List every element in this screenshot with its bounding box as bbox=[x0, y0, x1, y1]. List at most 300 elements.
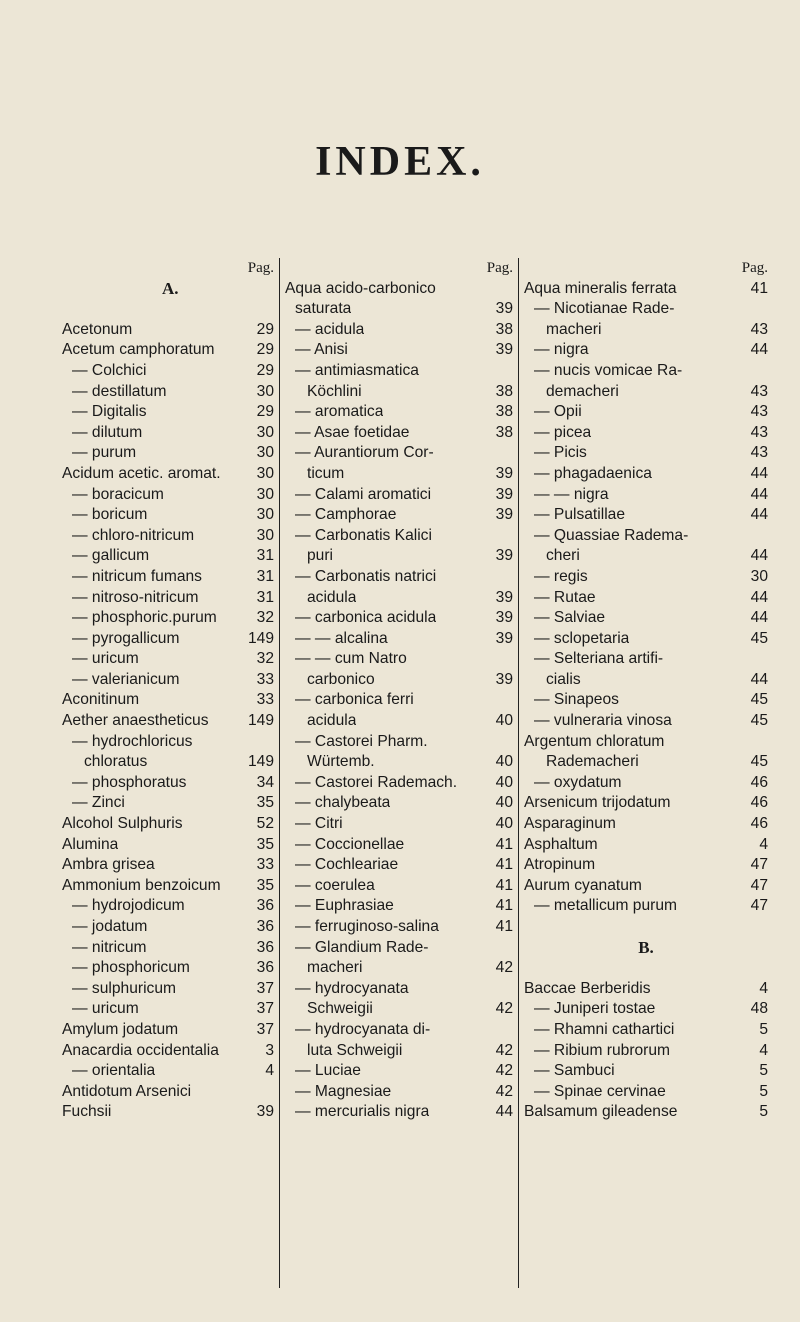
index-entry bbox=[285, 629, 513, 650]
entry-page-number: 30 bbox=[256, 526, 274, 544]
entry-page-number: 45 bbox=[750, 691, 768, 709]
index-entry bbox=[285, 855, 513, 876]
entry-page-number: 30 bbox=[750, 567, 768, 585]
entry-page-number: 40 bbox=[495, 712, 513, 730]
index-entry bbox=[62, 1020, 274, 1041]
entry-term: Fuchsii bbox=[62, 1103, 112, 1121]
entry-term: saturata bbox=[295, 300, 352, 318]
entry-page-number: 31 bbox=[256, 588, 274, 606]
entry-page-number: 40 bbox=[495, 794, 513, 812]
index-entry bbox=[62, 485, 274, 506]
entry-term: — pyrogallicum bbox=[72, 629, 180, 647]
entry-term: Aconitinum bbox=[62, 691, 140, 709]
entry-term: — Cochleariae bbox=[295, 856, 399, 874]
page-column-header: Pag. bbox=[486, 260, 513, 276]
entry-page-number: 39 bbox=[256, 1103, 274, 1121]
entry-term: — hydrojodicum bbox=[72, 897, 185, 915]
entry-page-number: 30 bbox=[256, 382, 274, 400]
index-entry bbox=[524, 979, 768, 1000]
entry-term: — Spinae cervinae bbox=[534, 1082, 666, 1100]
entry-page-number: 47 bbox=[750, 856, 768, 874]
entry-term: — regis bbox=[534, 567, 588, 585]
entry-page-number: 44 bbox=[750, 609, 768, 627]
entry-page-number: 46 bbox=[750, 815, 768, 833]
entry-term: — Rhamni cathartici bbox=[534, 1020, 675, 1038]
entry-term: Argentum chloratum bbox=[524, 732, 665, 750]
entry-page-number: 149 bbox=[247, 712, 274, 730]
entry-page-number: 40 bbox=[495, 753, 513, 771]
index-column-2 bbox=[285, 258, 513, 1123]
entry-page-number: 4 bbox=[759, 979, 768, 997]
index-entry bbox=[285, 382, 513, 403]
entry-page-number: 35 bbox=[256, 794, 274, 812]
index-entry bbox=[62, 402, 274, 423]
entry-page-number bbox=[507, 732, 513, 753]
entry-page-number bbox=[507, 938, 513, 959]
entry-term: — boricum bbox=[72, 506, 148, 524]
entry-term: — sclopetaria bbox=[534, 629, 630, 647]
entry-term: — Euphrasiae bbox=[295, 897, 394, 915]
entry-page-number: 41 bbox=[495, 876, 513, 894]
entry-page-number: 42 bbox=[495, 1000, 513, 1018]
index-entry bbox=[285, 505, 513, 526]
entry-term: acidula bbox=[307, 712, 357, 730]
entry-term: Acetum camphoratum bbox=[62, 341, 215, 359]
index-entry bbox=[285, 1082, 513, 1103]
index-entry bbox=[285, 690, 513, 711]
index-entry bbox=[524, 835, 768, 856]
entry-page-number: 5 bbox=[759, 1020, 768, 1038]
entry-page-number bbox=[507, 526, 513, 547]
entry-term: — Salviae bbox=[534, 609, 606, 627]
entry-page-number: 44 bbox=[750, 485, 768, 503]
entry-term: Alumina bbox=[62, 835, 119, 853]
entry-page-number: 33 bbox=[256, 856, 274, 874]
index-entry bbox=[285, 1102, 513, 1123]
entry-page-number: 36 bbox=[256, 897, 274, 915]
entry-term: — Luciae bbox=[295, 1062, 361, 1080]
entry-term: Amylum jodatum bbox=[62, 1020, 179, 1038]
entry-page-number bbox=[507, 979, 513, 1000]
index-entry bbox=[524, 690, 768, 711]
entry-term: — coerulea bbox=[295, 876, 375, 894]
entry-term: — nucis vomicae Ra- bbox=[534, 361, 683, 379]
index-entry bbox=[285, 793, 513, 814]
index-entry bbox=[524, 526, 768, 547]
entry-term: — Carbonatis Kalici bbox=[295, 526, 432, 544]
entry-page-number: 29 bbox=[256, 361, 274, 379]
entry-page-number: 5 bbox=[759, 1062, 768, 1080]
index-entry bbox=[62, 567, 274, 588]
index-entry bbox=[285, 443, 513, 464]
index-entry bbox=[524, 320, 768, 341]
entry-page-number: 36 bbox=[256, 918, 274, 935]
index-entry bbox=[524, 567, 768, 588]
entry-term: — sulphuricum bbox=[72, 979, 176, 997]
index-entry bbox=[285, 608, 513, 629]
index-entry bbox=[524, 896, 768, 917]
index-entry bbox=[285, 917, 513, 938]
index-entry bbox=[524, 732, 768, 753]
index-entry bbox=[62, 1061, 274, 1082]
entry-page-number: 44 bbox=[495, 1103, 513, 1121]
entry-page-number: 43 bbox=[750, 320, 768, 338]
entry-term: — Asae foetidae bbox=[295, 423, 410, 441]
index-entry bbox=[285, 999, 513, 1020]
entry-page-number: 30 bbox=[256, 444, 274, 462]
index-entry bbox=[524, 855, 768, 876]
index-entry bbox=[285, 340, 513, 361]
entry-term: — Anisi bbox=[295, 341, 348, 359]
index-entry bbox=[62, 340, 274, 361]
entry-page-number: 38 bbox=[495, 403, 513, 421]
entry-page-number: 44 bbox=[750, 464, 768, 482]
index-entry bbox=[285, 938, 513, 959]
entry-term: — boracicum bbox=[72, 485, 164, 503]
entry-page-number: 149 bbox=[247, 753, 274, 771]
entry-term: — nitricum fumans bbox=[72, 567, 202, 585]
index-entry bbox=[62, 938, 274, 959]
entry-term: — Zinci bbox=[72, 794, 125, 812]
index-entry bbox=[285, 876, 513, 897]
entry-page-number: 39 bbox=[495, 341, 513, 359]
index-entry bbox=[285, 402, 513, 423]
entry-page-number: 38 bbox=[495, 382, 513, 400]
entry-page-number bbox=[507, 1020, 513, 1041]
entry-page-number: 44 bbox=[750, 670, 768, 688]
index-entry bbox=[62, 876, 274, 897]
index-entry bbox=[524, 382, 768, 403]
index-entry bbox=[285, 361, 513, 382]
index-entry bbox=[62, 855, 274, 876]
entry-page-number: 42 bbox=[495, 959, 513, 977]
entry-page-number: 5 bbox=[759, 1082, 768, 1100]
entry-page-number: 42 bbox=[495, 1062, 513, 1080]
entry-term: ticum bbox=[307, 464, 345, 482]
entry-term: Aqua mineralis ferrata bbox=[524, 279, 677, 297]
index-entry bbox=[285, 279, 513, 300]
entry-term: — phagadaenica bbox=[534, 464, 652, 482]
entry-term: — uricum bbox=[72, 650, 139, 668]
entry-page-number: 42 bbox=[495, 1041, 513, 1059]
entry-page-number bbox=[762, 361, 768, 382]
entry-page-number: 37 bbox=[256, 1020, 274, 1038]
index-entry bbox=[62, 649, 274, 670]
entry-term: Köchlini bbox=[307, 382, 362, 400]
entry-page-number: 41 bbox=[750, 279, 768, 297]
entry-term: carbonico bbox=[307, 670, 375, 688]
entry-term: — Selteriana artifi- bbox=[534, 650, 664, 668]
index-entry bbox=[524, 608, 768, 629]
entry-term: luta Schweigii bbox=[307, 1041, 403, 1059]
entry-term: — picea bbox=[534, 423, 592, 441]
index-entry bbox=[62, 361, 274, 382]
entry-page-number bbox=[507, 443, 513, 464]
index-entry bbox=[524, 670, 768, 691]
entry-term: — ferruginoso-salina bbox=[295, 918, 439, 935]
entry-term: — — cum Natro bbox=[295, 650, 407, 668]
index-entry bbox=[524, 443, 768, 464]
index-entry bbox=[62, 608, 274, 629]
entry-page-number: 32 bbox=[256, 609, 274, 627]
entry-term: — Carbonatis natrici bbox=[295, 567, 437, 585]
entry-page-number bbox=[762, 526, 768, 547]
entry-term: — Castorei Rademach. bbox=[295, 773, 458, 791]
index-entry bbox=[285, 588, 513, 609]
entry-page-number bbox=[762, 649, 768, 670]
entry-page-number: 33 bbox=[256, 691, 274, 709]
entry-page-number bbox=[762, 732, 768, 753]
entry-term: Acetonum bbox=[62, 320, 133, 338]
entry-term: — Colchici bbox=[72, 361, 147, 379]
entry-term: Balsamum gileadense bbox=[524, 1103, 678, 1121]
entry-term: — Aurantiorum Cor- bbox=[295, 444, 434, 462]
spacer bbox=[524, 958, 768, 979]
column-rule-1 bbox=[279, 258, 280, 1288]
index-entry bbox=[62, 464, 274, 485]
index-entry bbox=[62, 958, 274, 979]
entry-page-number: 42 bbox=[495, 1082, 513, 1100]
entry-term: demacheri bbox=[546, 382, 619, 400]
entry-page-number bbox=[507, 361, 513, 382]
entry-page-number: 4 bbox=[265, 1062, 274, 1080]
entry-term: — Picis bbox=[534, 444, 587, 462]
index-entry bbox=[62, 979, 274, 1000]
entry-term: — nitricum bbox=[72, 938, 147, 956]
entry-page-number bbox=[507, 567, 513, 588]
index-entry bbox=[285, 567, 513, 588]
index-entry bbox=[62, 526, 274, 547]
entry-page-number: 39 bbox=[495, 485, 513, 503]
spacer bbox=[62, 299, 274, 320]
entry-term: Aurum cyanatum bbox=[524, 876, 642, 894]
entry-term: Aether anaestheticus bbox=[62, 712, 209, 730]
index-entry bbox=[62, 773, 274, 794]
entry-term: chloratus bbox=[84, 753, 148, 771]
entry-term: — purum bbox=[72, 444, 137, 462]
entry-page-number: 45 bbox=[750, 753, 768, 771]
index-entry bbox=[524, 649, 768, 670]
section-letter: B. bbox=[638, 937, 654, 957]
entry-page-number: 33 bbox=[256, 670, 274, 688]
index-entry bbox=[62, 896, 274, 917]
entry-term: — uricum bbox=[72, 1000, 139, 1018]
entry-page-number: 43 bbox=[750, 382, 768, 400]
entry-term: — Opii bbox=[534, 403, 582, 421]
entry-page-number: 37 bbox=[256, 979, 274, 997]
entry-term: — mercurialis nigra bbox=[295, 1103, 430, 1121]
index-entry bbox=[285, 1061, 513, 1082]
page-column-header: Pag. bbox=[741, 260, 768, 276]
index-entry bbox=[524, 711, 768, 732]
entry-term: — Calami aromatici bbox=[295, 485, 432, 503]
entry-page-number: 39 bbox=[495, 670, 513, 688]
index-entry bbox=[62, 690, 274, 711]
index-entry bbox=[62, 793, 274, 814]
entry-page-number: 30 bbox=[256, 485, 274, 503]
entry-page-number: 40 bbox=[495, 815, 513, 833]
entry-term: — Coccionellae bbox=[295, 835, 405, 853]
entry-term: — chloro-nitricum bbox=[72, 526, 195, 544]
page-title: INDEX. bbox=[315, 139, 485, 185]
index-entry bbox=[62, 752, 274, 773]
entry-page-number: 29 bbox=[256, 341, 274, 359]
index-entry bbox=[524, 629, 768, 650]
index-entry bbox=[524, 340, 768, 361]
index-entry bbox=[285, 299, 513, 320]
index-entry bbox=[524, 299, 768, 320]
index-entry bbox=[62, 382, 274, 403]
index-entry bbox=[524, 279, 768, 300]
index-entry bbox=[524, 485, 768, 506]
entry-term: — jodatum bbox=[72, 918, 148, 935]
entry-term: — acidula bbox=[295, 320, 365, 338]
index-entry bbox=[524, 1102, 768, 1123]
entry-page-number: 47 bbox=[750, 876, 768, 894]
entry-term: — carbonica ferri bbox=[295, 691, 414, 709]
index-entry bbox=[285, 896, 513, 917]
index-entry bbox=[62, 711, 274, 732]
entry-term: — hydrochloricus bbox=[72, 732, 193, 750]
index-entry bbox=[62, 1082, 274, 1103]
entry-page-number: 48 bbox=[750, 1000, 768, 1018]
index-entry bbox=[62, 546, 274, 567]
entry-page-number: 45 bbox=[750, 712, 768, 730]
index-entry bbox=[62, 588, 274, 609]
entry-page-number: 39 bbox=[495, 300, 513, 318]
entry-page-number: 39 bbox=[495, 588, 513, 606]
entry-term: Baccae Berberidis bbox=[524, 979, 651, 997]
entry-page-number: 35 bbox=[256, 835, 274, 853]
entry-page-number: 3 bbox=[265, 1041, 274, 1059]
entry-page-number: 29 bbox=[256, 320, 274, 338]
index-column-1 bbox=[62, 258, 274, 1123]
entry-term: Acidum acetic. aromat. bbox=[62, 464, 221, 482]
entry-term: — gallicum bbox=[72, 547, 150, 565]
entry-term: — Rutae bbox=[534, 588, 596, 606]
entry-term: — phosphoratus bbox=[72, 773, 187, 791]
entry-term: puri bbox=[307, 547, 334, 565]
index-entry bbox=[62, 629, 274, 650]
entry-term: macheri bbox=[307, 959, 363, 977]
index-entry bbox=[285, 711, 513, 732]
entry-page-number: 43 bbox=[750, 444, 768, 462]
entry-term: cheri bbox=[546, 547, 580, 565]
entry-page-number bbox=[268, 732, 274, 753]
entry-term: — Quassiae Radema- bbox=[534, 526, 689, 544]
entry-term: — hydrocyanata bbox=[295, 979, 409, 997]
entry-page-number: 35 bbox=[256, 876, 274, 894]
entry-term: — nitroso-nitricum bbox=[72, 588, 199, 606]
entry-term: — Pulsatillae bbox=[534, 506, 626, 524]
entry-term: cialis bbox=[546, 670, 581, 688]
index-entry bbox=[285, 773, 513, 794]
entry-term: — Magnesiae bbox=[295, 1082, 392, 1100]
entry-page-number: 31 bbox=[256, 547, 274, 565]
entry-page-number: 149 bbox=[247, 629, 274, 647]
entry-term: — hydrocyanata di- bbox=[295, 1020, 431, 1038]
index-entry bbox=[524, 793, 768, 814]
entry-page-number: 5 bbox=[759, 1103, 768, 1121]
index-entry bbox=[524, 361, 768, 382]
index-entry bbox=[524, 1061, 768, 1082]
entry-term: — Ribium rubrorum bbox=[534, 1041, 671, 1059]
entry-page-number: 4 bbox=[759, 1041, 768, 1059]
entry-term: Atropinum bbox=[524, 856, 596, 874]
entry-term: — Nicotianae Rade- bbox=[534, 300, 675, 318]
index-entry bbox=[285, 670, 513, 691]
entry-term: — chalybeata bbox=[295, 794, 391, 812]
index-entry bbox=[285, 835, 513, 856]
column-rule-2 bbox=[518, 258, 519, 1288]
entry-page-number: 37 bbox=[256, 1000, 274, 1018]
index-entry bbox=[285, 649, 513, 670]
index-entry bbox=[62, 999, 274, 1020]
entry-term: — Glandium Rade- bbox=[295, 938, 429, 956]
entry-term: — Sinapeos bbox=[534, 691, 619, 709]
index-entry bbox=[524, 814, 768, 835]
entry-page-number: 41 bbox=[495, 856, 513, 874]
entry-term: Würtemb. bbox=[307, 753, 375, 771]
index-entry bbox=[524, 464, 768, 485]
entry-term: — oxydatum bbox=[534, 773, 622, 791]
spacer bbox=[524, 917, 768, 938]
index-entry bbox=[285, 814, 513, 835]
entry-term: — Citri bbox=[295, 815, 343, 833]
entry-term: — phosphoric.purum bbox=[72, 609, 217, 627]
entry-page-number: 45 bbox=[750, 629, 768, 647]
index-entry bbox=[524, 876, 768, 897]
entry-page-number: 46 bbox=[750, 794, 768, 812]
index-entry bbox=[285, 752, 513, 773]
index-column-3 bbox=[524, 258, 768, 1123]
entry-term: Schweigii bbox=[307, 1000, 373, 1018]
index-entry bbox=[524, 505, 768, 526]
entry-page-number: 39 bbox=[495, 609, 513, 627]
index-entry bbox=[524, 999, 768, 1020]
entry-term: macheri bbox=[546, 320, 602, 338]
entry-term: Asparaginum bbox=[524, 815, 616, 833]
entry-term: — — alcalina bbox=[295, 629, 388, 647]
entry-page-number: 30 bbox=[256, 423, 274, 441]
entry-page-number: 29 bbox=[256, 403, 274, 421]
entry-term: Anacardia occidentalia bbox=[62, 1041, 219, 1059]
entry-page-number bbox=[507, 690, 513, 711]
entry-term: Aqua acido-carbonico bbox=[285, 279, 436, 297]
entry-page-number: 31 bbox=[256, 567, 274, 585]
index-entry bbox=[62, 814, 274, 835]
index-entry bbox=[62, 835, 274, 856]
index-entry bbox=[524, 1041, 768, 1062]
entry-term: Antidotum Arsenici bbox=[62, 1082, 192, 1100]
entry-page-number: 38 bbox=[495, 320, 513, 338]
entry-page-number bbox=[762, 299, 768, 320]
index-entry bbox=[62, 423, 274, 444]
index-entry bbox=[285, 320, 513, 341]
entry-page-number: 44 bbox=[750, 341, 768, 359]
entry-page-number: 40 bbox=[495, 773, 513, 791]
index-entry bbox=[285, 423, 513, 444]
index-entry bbox=[524, 588, 768, 609]
index-entry bbox=[62, 505, 274, 526]
entry-page-number bbox=[507, 649, 513, 670]
entry-term: — valerianicum bbox=[72, 670, 180, 688]
index-entry bbox=[62, 732, 274, 753]
entry-term: Ambra grisea bbox=[62, 856, 155, 874]
entry-term: — vulneraria vinosa bbox=[534, 712, 672, 730]
page-column-header: Pag. bbox=[247, 260, 274, 276]
entry-term: — Camphorae bbox=[295, 506, 397, 524]
